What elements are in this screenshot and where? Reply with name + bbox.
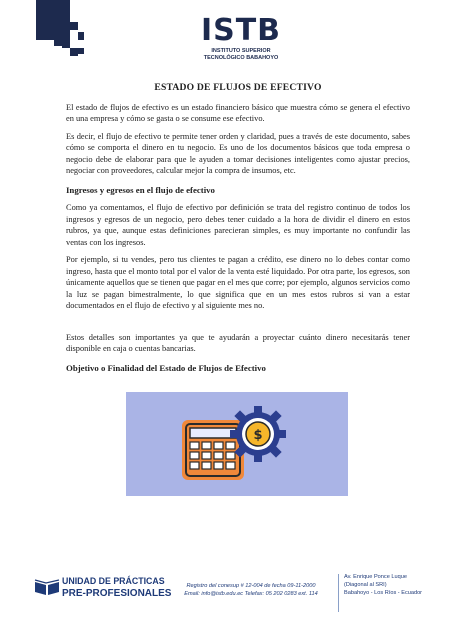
pixel-decoration [36,0,84,56]
paragraph-2: Es decir, el flujo de efectivo te permite tener orden y claridad, pues a través de este documento, sabes cómo se comporta el dinero en tu negocio. Es uno de los documentos básicos que toda empresa o negocio debe de elaborar para que le ayuden a tomar decisiones inteligentes como ajustar precios, negociar con proveedores, calcular mejor la compra de insumos, etc. [66,131,410,175]
institution-logo [186,14,296,78]
illustration-graphic [126,392,348,496]
cash-flow-illustration [126,392,348,496]
paragraph-1: El estado de flujos de efectivo es un estado financiero básico que muestra cómo se genera el efectivo en una empresa y cómo se gasta o se consume ese efectivo. [66,102,410,123]
address-line1: Av. Enrique Ponce Luque [344,574,407,580]
dollar-icon [246,422,270,446]
logo-text-line2: TECNOLÓGICO BABAHOYO [203,55,279,61]
unit-title-line1: UNIDAD DE PRÁCTICAS [62,576,165,586]
paragraph-4: Por ejemplo, si tu vendes, pero tus clientes te pagan a crédito, ese dinero no lo debes contar como ingreso, hasta que el monto total por el valor de la venta esté liquidado. Por otra parte, los egresos, son únicamente aquellos que se tienen que pagar en el mes que corre; por ejemplo, algunos servicios como la luz se pagan bimestralmente, lo que significa que en un mes estos rubros si van a estar documentados en el flujo de efectivo y al siguiente mes no. [66,255,410,310]
book-icon [34,578,60,596]
unit-title-line2: PRE-PROFESIONALES [62,588,172,599]
paragraph-3: Como ya comentamos, el flujo de efectivo por definición se trata del registro continuo de todos los ingresos y egresos de un negocio, pero debes tener cuidado a la hora de dividir el dinero en estos rubros, ya que, aunque estas definiciones parecieran simples, es muy importante no confundir las ventas con los ingresos. [66,203,410,247]
footer-registry [166,582,336,598]
page-footer [0,560,474,632]
logo-mark: ISTB [200,13,282,48]
contact-text: Email: info@istb.edu.ec Telefax: 05 202 0283 ext. 114 [184,591,318,597]
svg-text:$: $ [253,428,263,443]
section-heading-2: Objetivo o Finalidad del Estado de Flujos de Efectivo [66,362,266,373]
registry-text: Registro del conesup # 12-004 de fecha 09-11-2000 [186,583,316,589]
calculator-icon [182,420,244,480]
address-line2: (Diagonal al SRI) [344,582,387,588]
address-line3: Babahoyo - Los Ríos - Ecuador [344,590,423,596]
footer-divider [338,574,339,612]
logo-text-line1: INSTITUTO SUPERIOR [211,48,271,54]
paragraph-5: Estos detalles son importantes ya que te ayudarán a proyectar cuánto dinero necesitarás tener disponible en caja o cuentas bancarias. [66,332,410,353]
document-body [66,82,410,380]
document-title: ESTADO DE FLUJOS DE EFECTIVO [154,82,322,93]
section-heading-1: Ingresos y egresos en el flujo de efectivo [66,184,215,195]
practices-unit-logo [34,574,172,608]
footer-address [344,573,472,597]
